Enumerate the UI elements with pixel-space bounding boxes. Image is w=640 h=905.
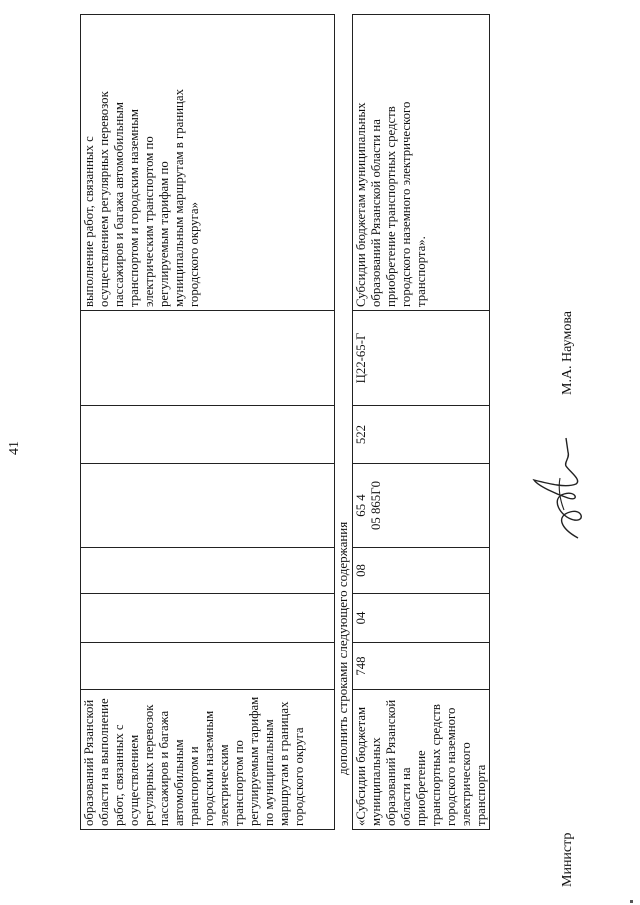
signer-position: Министр [560, 832, 575, 887]
code-section: 04 [354, 611, 368, 625]
row1-name-cell [81, 690, 335, 830]
scan-speck [630, 900, 633, 903]
row1-description-line: электрическим транспортом по [142, 136, 156, 307]
row1-description-cell [81, 15, 335, 311]
row2-description-line: городского наземного электрического [399, 101, 413, 307]
row2-description-line: образований Рязанской области на [369, 119, 383, 307]
row1-name-line: пассажиров и багажа [157, 710, 171, 826]
code-target-cell [353, 464, 490, 548]
signer-name: М.А. Наумова [560, 311, 575, 395]
row1-name-line: области на выполнение [97, 698, 111, 826]
row1-name-line: электрическим [217, 744, 231, 826]
code-expense-type: 522 [354, 424, 368, 445]
code-ministry-cell [353, 643, 490, 690]
row1-description-line: регулируемым тарифам по [157, 161, 171, 307]
row1-name-line: регулярных перевозок [142, 704, 156, 826]
row1-empty-cell [81, 643, 335, 690]
row2-name-line: транспорта [474, 764, 488, 826]
row2-name-line: муниципальных [369, 737, 383, 826]
row2-description-cell [353, 15, 490, 311]
code-target-line1: 65 4 [354, 494, 368, 517]
row1-empty-cell [81, 311, 335, 406]
row1-empty-cell [81, 548, 335, 594]
row1-name-line: работ, связанных с [112, 724, 126, 826]
row1-empty-cell [81, 406, 335, 464]
row2-name-cell [353, 690, 490, 830]
table-row-new [352, 14, 490, 830]
row2-name-line: городского наземного [444, 707, 458, 826]
row2-description-line: приобретение транспортных средств [384, 106, 398, 307]
row2-description-text [354, 18, 429, 307]
row2-name-line: транспортных средств [429, 704, 443, 826]
code-subsidy-cell [353, 311, 490, 406]
row1-name-line: транспортом и [187, 746, 201, 826]
row2-description-line: Субсидии бюджетам муниципальных [354, 102, 368, 307]
row1-name-line: автомобильным [172, 739, 186, 826]
row1-description-line: выполнение работ, связанных с [82, 136, 96, 307]
code-expense-type-cell [353, 406, 490, 464]
row2-name-line: области на приобретение [399, 750, 428, 826]
row1-description-line: муниципальным маршрутам в границах [172, 89, 186, 307]
row1-name-line: транспортом по [232, 740, 246, 826]
row1-description-line: транспортом и городским наземным [127, 109, 141, 307]
row2-name-line: электрического [459, 742, 473, 826]
table-row-previous [80, 14, 335, 830]
code-subsection: 08 [354, 564, 368, 577]
row1-name-line: городским наземным [202, 710, 216, 826]
row1-name-line: образований Рязанской [82, 699, 96, 826]
page-number: 41 [7, 441, 22, 455]
code-ministry: 748 [354, 656, 368, 676]
row2-name-text [354, 693, 489, 826]
row1-description-line: пассажиров и багажа автомобильным [112, 102, 126, 307]
row1-name-line: регулируемым тарифам [247, 696, 261, 826]
row1-name-text [82, 693, 307, 826]
row2-name-line: образований Рязанской [384, 699, 398, 826]
row1-description-text [82, 18, 202, 307]
row1-name-line: городского округа [292, 727, 306, 826]
row1-description-line: осуществлением регулярных перевозок [97, 91, 111, 307]
row1-empty-cell [81, 464, 335, 548]
code-subsection-cell [353, 548, 490, 594]
handwritten-signature [520, 420, 600, 550]
row1-name-line: осуществлением [127, 734, 141, 826]
row2-description-line: транспорта». [414, 236, 428, 307]
code-target-line2: 05 865Г0 [369, 481, 383, 530]
code-section-cell [353, 594, 490, 643]
supplement-note: дополнить строками следующего содержания [335, 521, 350, 775]
row2-name-line: «Субсидии бюджетам [354, 706, 368, 826]
row1-name-line: по муниципальным [262, 719, 276, 826]
code-subsidy: Ц22-65-Г [354, 332, 368, 384]
row1-empty-cell [81, 594, 335, 643]
row1-description-line: городского округа» [187, 201, 201, 307]
row1-name-line: маршрутам в границах [277, 701, 291, 826]
